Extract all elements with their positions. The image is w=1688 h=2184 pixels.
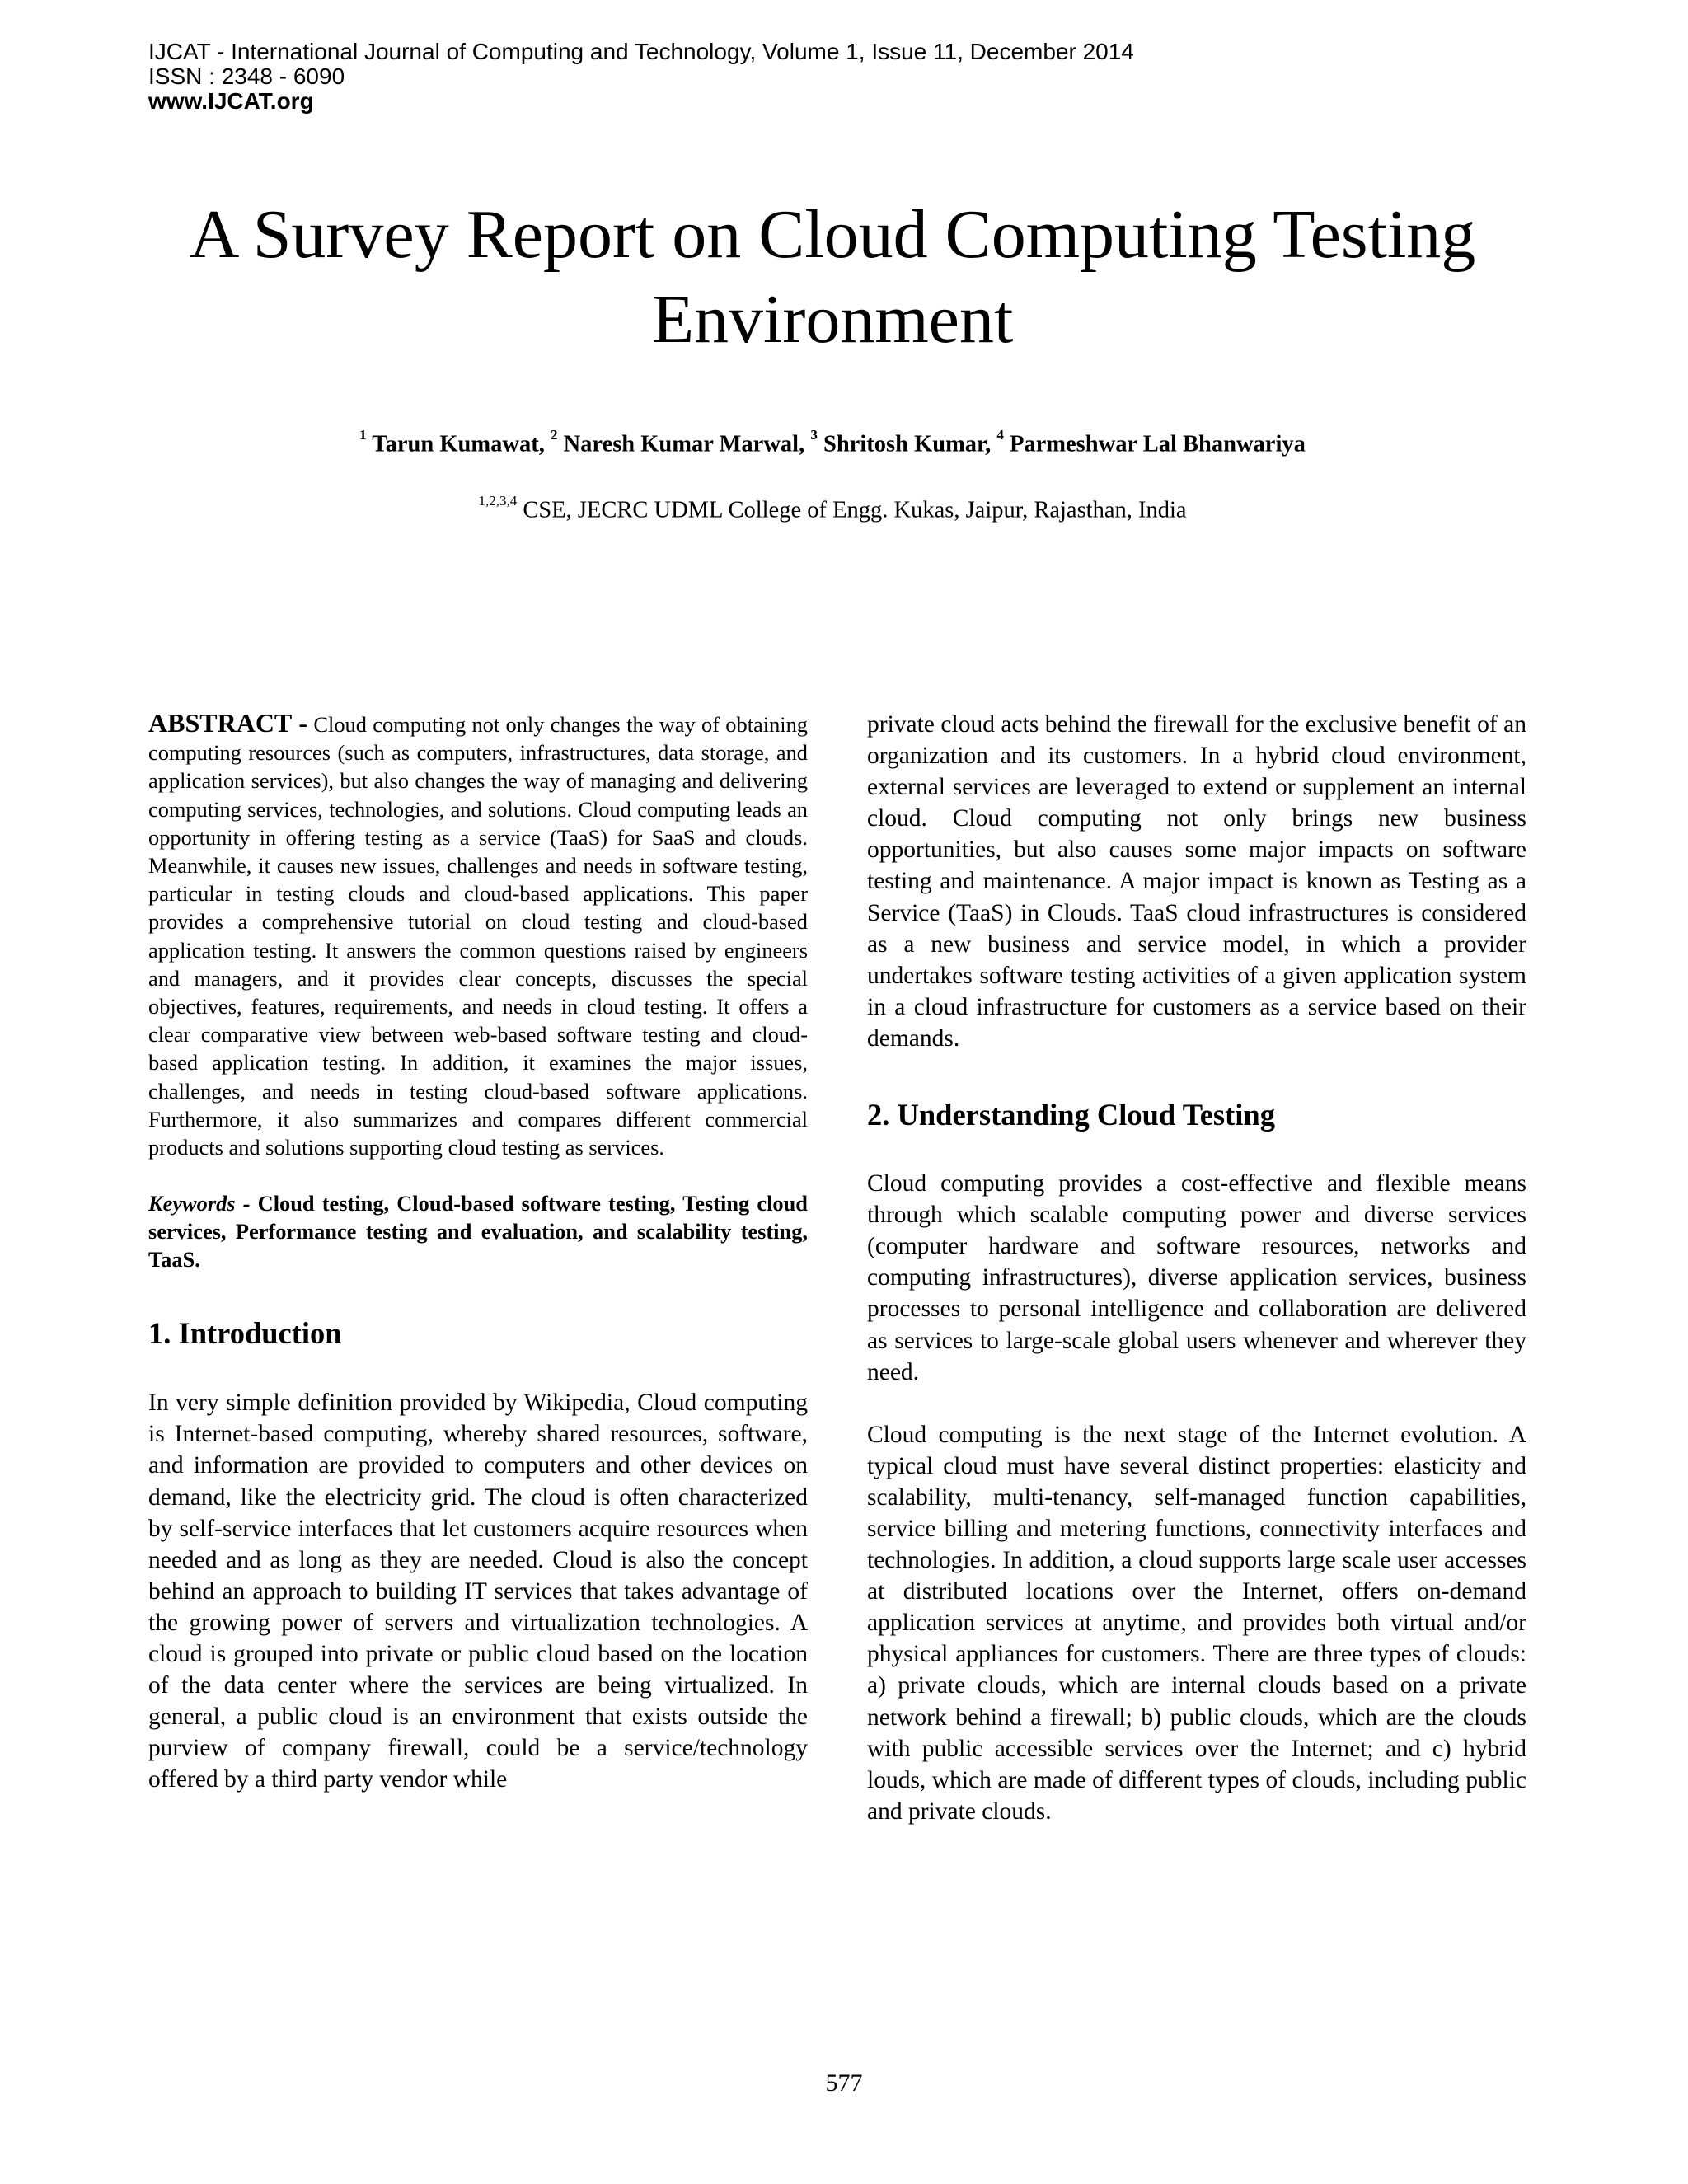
author-1-number: 1	[359, 427, 367, 443]
author-list	[148, 422, 1517, 462]
section-heading-understanding-cloud-testing: 2. Understanding Cloud Testing	[867, 1098, 1275, 1132]
section-heading-introduction: 1. Introduction	[148, 1316, 342, 1351]
right-column	[867, 709, 1526, 1827]
paper-title-line-2: Environment	[651, 281, 1014, 358]
author-1-name: Tarun Kumawat,	[372, 431, 545, 457]
author-3-name: Shritosh Kumar,	[823, 431, 992, 457]
affiliation-numbers: 1,2,3,4	[478, 493, 518, 509]
journal-website: www.IJCAT.org	[148, 88, 314, 114]
author-2-name: Naresh Kumar Marwal,	[563, 431, 805, 457]
author-2-number: 2	[550, 427, 558, 443]
issn-line: ISSN : 2348 - 6090	[148, 63, 345, 89]
keywords	[148, 1189, 808, 1273]
journal-header	[148, 40, 1134, 114]
author-4-number: 4	[996, 427, 1004, 443]
introduction-paragraph: In very simple definition provided by Wikipedia, Cloud computing is Internet-based computing, whereby shared resources, software, and information are provided to computers and other devices on demand, like the electricity grid. The cloud is often characterized by self-service interfaces that let customers acquire resources when needed and as long as they are needed. Cloud is also the concept behind an approach to building IT services that takes advantage of the growing power of servers and virtualization technologies. A cloud is grouped into private or public cloud based on the location of the data center where the services are being virtualized. In general, a public cloud is an environment that exists outside the purview of company firewall, could be a service/technology offered by a third party vendor while	[148, 1390, 808, 1793]
keywords-label: Keywords -	[148, 1191, 251, 1216]
affiliation	[148, 488, 1517, 527]
abstract	[148, 709, 808, 1161]
affiliation-text: CSE, JECRC UDML College of Engg. Kukas, Jaipur, Rajasthan, India	[523, 497, 1187, 523]
left-column	[148, 709, 808, 1795]
abstract-label: ABSTRACT -	[148, 708, 308, 738]
understanding-paragraph-2: Cloud computing is the next stage of the Internet evolution. A typical cloud must have several distinct properties: elasticity and scalability, multi-tenancy, self-managed function capabilities, service billing and metering functions, connectivity interfaces and technologies. In addition, a cloud supports large scale user accesses at distributed locations over the Internet, offers on-demand application services at anytime, and provides both virtual and/or physical appliances for customers. There are three types of clouds: a) private clouds, which are internal clouds based on a private network behind a firewall; b) public clouds, which are the clouds with public accessible services over the Internet; and c) hybrid louds, which are made of different types of clouds, including public and private clouds.	[867, 1421, 1526, 1825]
author-3-number: 3	[810, 427, 818, 443]
paper-title	[148, 192, 1517, 362]
keywords-text: Cloud testing, Cloud-based software testing, Testing cloud services, Performance testing and evaluation, and scalability testing, TaaS.	[148, 1191, 808, 1272]
understanding-paragraph-1: Cloud computing provides a cost-effective and flexible means through which scalable computing power and diverse services (computer hardware and software resources, networks and computing infrastructures), diverse application services, business processes to personal intelligence and collaboration are delivered as services to large-scale global users whenever and wherever they need.	[867, 1170, 1526, 1385]
paper-title-line-1: A Survey Report on Cloud Computing Testing	[189, 196, 1476, 273]
page-number: 577	[825, 2069, 863, 2097]
abstract-text: Cloud computing not only changes the way of obtaining computing resources (such as computers, infrastructures, data storage, and application services), but also changes the way of managing and delivering computing services, technologies, and solutions. Cloud computing leads an opportunity in offering testing as a service (TaaS) for SaaS and clouds. Meanwhile, it causes new issues, challenges and needs in software testing, particular in testing clouds and cloud-based applications. This paper provides a comprehensive tutorial on cloud testing and cloud-based application testing. It answers the common questions raised by engineers and managers, and it provides clear concepts, discusses the special objectives, features, requirements, and needs in cloud testing. It offers a clear comparative view between web-based software testing and cloud-based application testing. In addition, it examines the major issues, challenges, and needs in testing cloud-based software applications. Furthermore, it also summarizes and compares different commercial products and solutions supporting cloud testing as services.	[148, 712, 808, 1160]
author-4-name: Parmeshwar Lal Bhanwariya	[1009, 431, 1306, 457]
journal-name-line: IJCAT - International Journal of Computing and Technology, Volume 1, Issue 11, December 2014	[148, 39, 1134, 64]
introduction-continued-paragraph: private cloud acts behind the firewall for the exclusive benefit of an organization and its customers. In a hybrid cloud environment, external services are leveraged to extend or supplement an internal cloud. Cloud computing not only brings new business opportunities, but also causes some major impacts on software testing and maintenance. A major impact is known as Testing as a Service (TaaS) in Clouds. TaaS cloud infrastructures is considered as a new business and service model, in which a provider undertakes software testing activities of a given application system in a cloud infrastructure for customers as a service based on their demands.	[867, 711, 1526, 1052]
